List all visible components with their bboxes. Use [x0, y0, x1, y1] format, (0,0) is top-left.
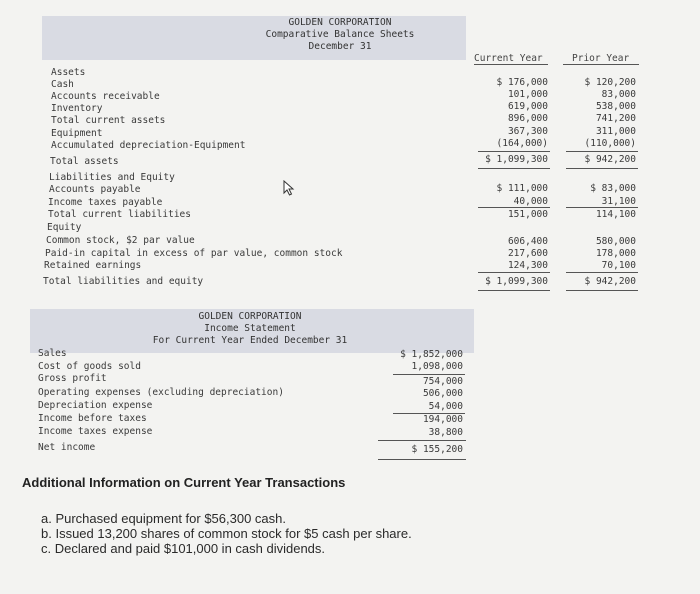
- cy-total-assets-rule: [478, 151, 550, 152]
- py-ar: 83,000: [601, 89, 636, 100]
- cy-tcl-rule: [478, 207, 550, 208]
- bs-label-itp: Income taxes payable: [48, 197, 163, 208]
- is-ibt: 194,000: [422, 414, 463, 425]
- balance-sheet-header: [42, 17, 638, 53]
- is-company: GOLDEN CORPORATION: [198, 311, 302, 322]
- bs-label-ap: Accounts payable: [49, 184, 141, 195]
- is-label-ibt: Income before taxes: [38, 413, 147, 424]
- is-label-taxes: Income taxes expense: [38, 426, 153, 437]
- py-total-le-double-rule: [566, 290, 638, 291]
- bs-label-cash: Cash: [51, 79, 74, 90]
- mouse-pointer-icon: [283, 180, 295, 196]
- bs-label-equity: Equity: [47, 222, 82, 233]
- py-common-stock: 580,000: [595, 236, 636, 247]
- py-ap: $ 83,000: [590, 183, 636, 194]
- is-sales: $ 1,852,000: [400, 349, 463, 360]
- cy-total-le-rule: [478, 272, 550, 273]
- col-current-underline: [474, 64, 548, 65]
- py-total-le: $ 942,200: [584, 276, 636, 287]
- cy-tcl: 151,000: [507, 209, 548, 220]
- is-taxes-rule: [378, 440, 466, 441]
- py-tca: 741,200: [595, 113, 636, 124]
- bs-date: December 31: [308, 41, 372, 52]
- is-cogs-rule: [393, 374, 465, 375]
- col-prior-year: Prior Year: [572, 53, 630, 64]
- cy-ap: $ 111,000: [496, 183, 548, 194]
- col-prior-underline: [563, 64, 639, 65]
- bs-label-total-assets: Total assets: [50, 156, 119, 167]
- is-label-sales: Sales: [38, 348, 67, 359]
- bs-company: GOLDEN CORPORATION: [288, 17, 392, 28]
- cy-cash: $ 176,000: [496, 77, 548, 88]
- cy-equipment: 367,300: [507, 126, 548, 137]
- is-cogs: 1,098,000: [411, 361, 463, 372]
- cy-common-stock: 606,400: [507, 236, 548, 247]
- is-label-net-income: Net income: [38, 442, 96, 453]
- cy-paid-in: 217,600: [507, 248, 548, 259]
- income-statement-header: [100, 311, 400, 347]
- cy-tca: 896,000: [507, 113, 548, 124]
- is-period: For Current Year Ended December 31: [152, 335, 348, 346]
- py-retained: 70,100: [601, 260, 636, 271]
- additional-info-title: Additional Information on Current Year Transactions: [22, 475, 346, 490]
- is-label-gross-profit: Gross profit: [38, 373, 107, 384]
- is-label-depreciation: Depreciation expense: [38, 400, 153, 411]
- bs-label-assets: Assets: [51, 67, 86, 78]
- bs-label-liab-equity: Liabilities and Equity: [49, 172, 175, 183]
- bs-label-equipment: Equipment: [51, 128, 103, 139]
- additional-item-b: b. Issued 13,200 shares of common stock for $5 cash per share.: [41, 526, 412, 541]
- cy-inventory: 619,000: [507, 101, 548, 112]
- bs-label-retained: Retained earnings: [44, 260, 142, 271]
- cy-total-le: $ 1,099,300: [485, 276, 548, 287]
- bs-label-ar: Accounts receivable: [51, 91, 160, 102]
- cy-accum-dep: (164,000): [496, 138, 548, 149]
- is-label-cogs: Cost of goods sold: [38, 361, 141, 372]
- cy-total-le-double-rule: [478, 290, 550, 291]
- is-label-opex: Operating expenses (excluding depreciation): [38, 387, 284, 398]
- py-inventory: 538,000: [595, 101, 636, 112]
- bs-label-tcl: Total current liabilities: [48, 209, 191, 220]
- is-net-income: $ 155,200: [411, 444, 463, 455]
- cy-retained: 124,300: [507, 260, 548, 271]
- bs-title: Comparative Balance Sheets: [265, 29, 415, 40]
- py-total-assets-double-rule: [566, 168, 638, 169]
- cy-ar: 101,000: [507, 89, 548, 100]
- is-gross-profit: 754,000: [422, 376, 463, 387]
- py-cash: $ 120,200: [584, 77, 636, 88]
- additional-item-c: c. Declared and paid $101,000 in cash dividends.: [41, 541, 326, 556]
- bs-label-common-stock: Common stock, $2 par value: [46, 235, 195, 246]
- is-depreciation: 54,000: [428, 401, 463, 412]
- additional-item-a: a. Purchased equipment for $56,300 cash.: [41, 511, 286, 526]
- bs-label-accum-dep: Accumulated depreciation-Equipment: [51, 140, 246, 151]
- py-total-assets: $ 942,200: [584, 154, 636, 165]
- col-current-year: Current Year: [474, 53, 543, 64]
- py-tcl-rule: [566, 207, 638, 208]
- py-total-assets-rule: [566, 151, 638, 152]
- bs-label-tca: Total current assets: [51, 115, 166, 126]
- py-accum-dep: (110,000): [584, 138, 636, 149]
- py-total-le-rule: [566, 272, 638, 273]
- is-opex: 506,000: [422, 388, 463, 399]
- py-tcl: 114,100: [595, 209, 636, 220]
- bs-label-paid-in: Paid-in capital in excess of par value, common stock: [45, 248, 343, 259]
- is-taxes: 38,800: [428, 427, 463, 438]
- py-paid-in: 178,000: [595, 248, 636, 259]
- cy-itp: 40,000: [513, 196, 548, 207]
- bs-label-inventory: Inventory: [51, 103, 103, 114]
- py-itp: 31,100: [601, 196, 636, 207]
- is-net-income-double-rule: [378, 459, 466, 460]
- bs-label-total-le: Total liabilities and equity: [43, 276, 204, 287]
- py-equipment: 311,000: [595, 126, 636, 137]
- is-title: Income Statement: [204, 323, 296, 334]
- cy-total-assets-double-rule: [478, 168, 550, 169]
- cy-total-assets: $ 1,099,300: [485, 154, 548, 165]
